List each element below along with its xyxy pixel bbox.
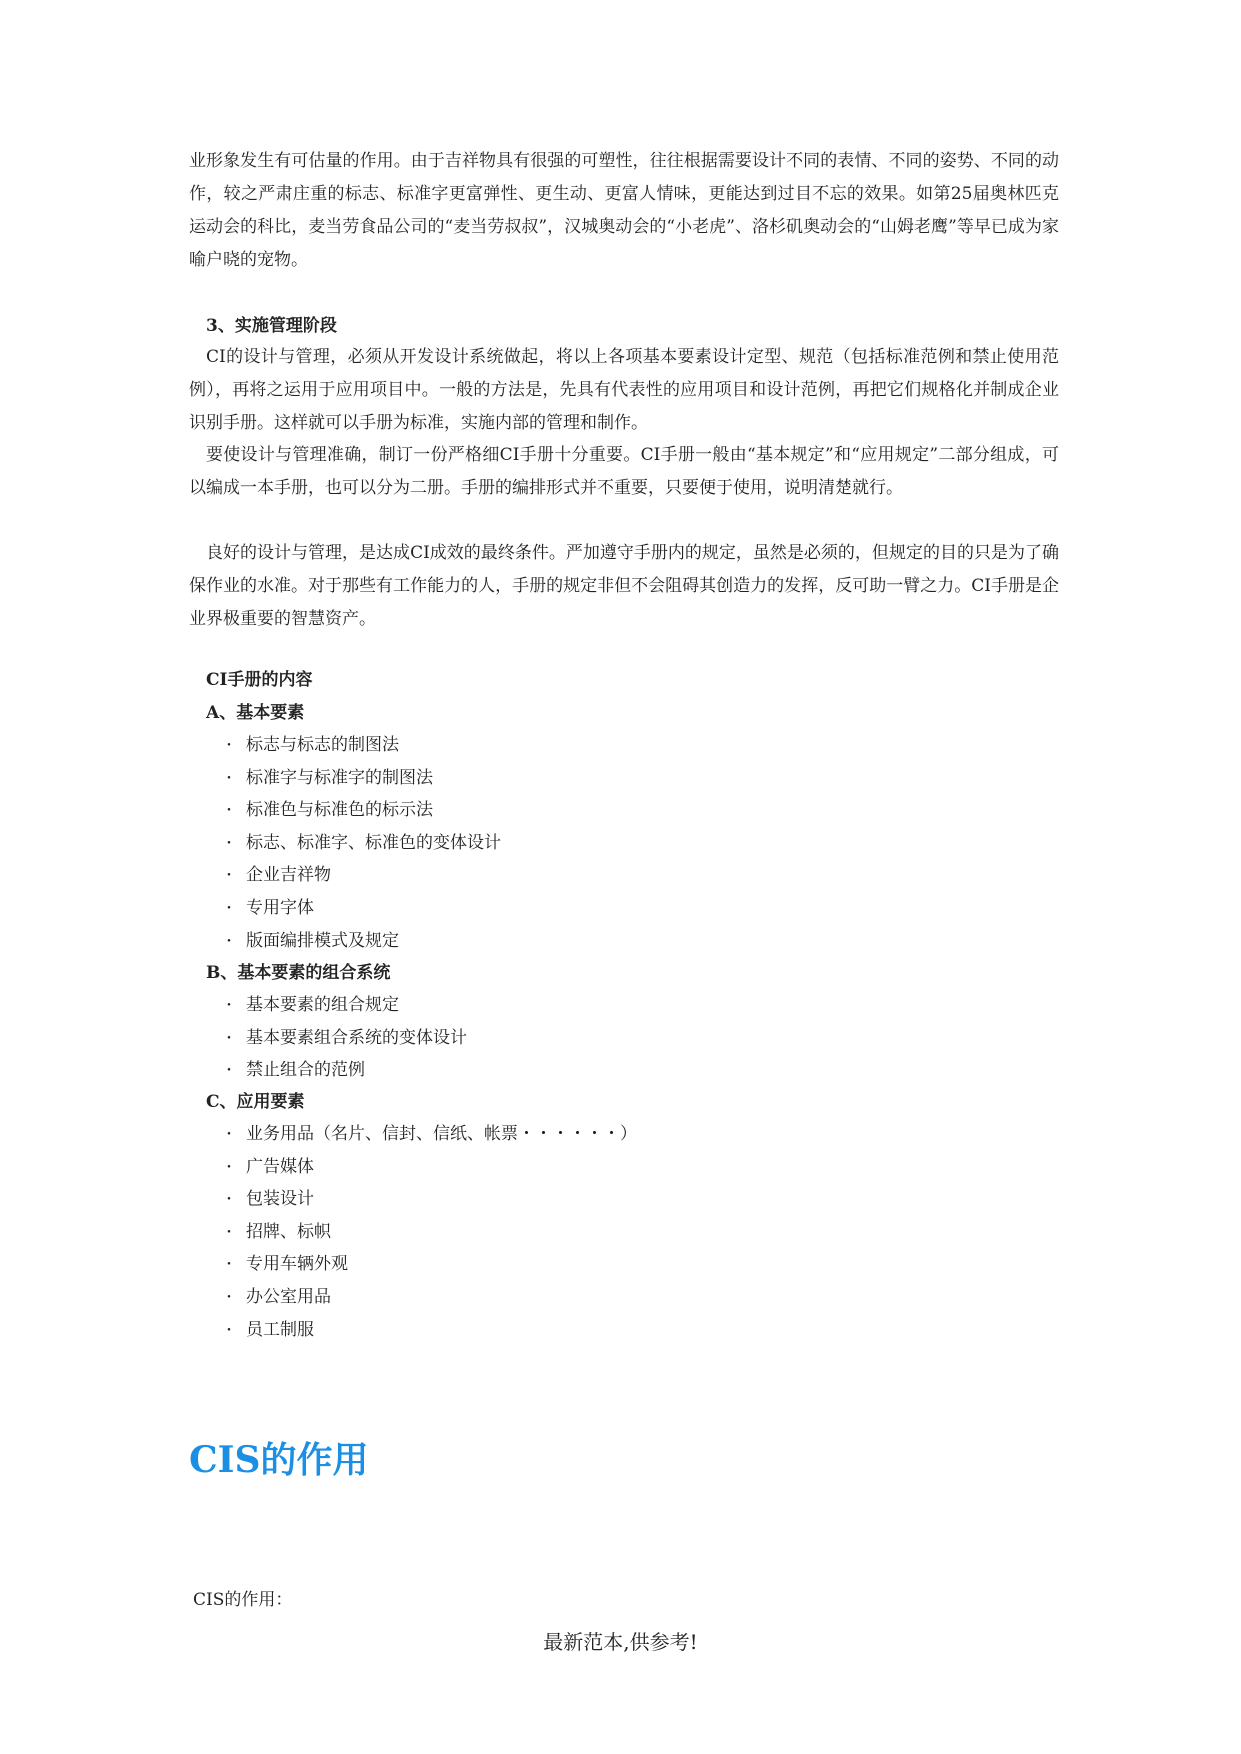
- list-item: ・ 业务用品（名片、信封、信纸、帐票・・・・・・）: [222, 1118, 637, 1151]
- list-item: ・ 办公室用品: [222, 1281, 637, 1314]
- list-item: ・ 员工制服: [222, 1314, 637, 1347]
- bullet-icon: ・: [222, 1257, 236, 1274]
- list-item: ・ 包装设计: [222, 1183, 637, 1216]
- section-3-paragraph-1: CI的设计与管理，必须从开发设计系统做起，将以上各项基本要素设计定型、规范（包括标准范例和禁止使用范例），再将之运用于应用项目中。一般的方法是，先具有代表性的应用项目和设计范例，再把它们规格化并制成企业识别手册。这样就可以手册为标准，实施内部的管理和制作。: [189, 347, 1059, 433]
- list-item: ・ 标志、标准字、标准色的变体设计: [222, 827, 501, 860]
- group-a-title: A、基本要素: [206, 703, 305, 723]
- group-c-list: [222, 1118, 637, 1346]
- bullet-icon: ・: [222, 1322, 236, 1339]
- list-item: ・ 基本要素组合系统的变体设计: [222, 1022, 467, 1055]
- bullet-icon: ・: [222, 738, 236, 754]
- list-item: ・ 企业吉祥物: [222, 859, 501, 892]
- page-footer: 最新范本,供参考!: [543, 1630, 698, 1654]
- bullet-icon: ・: [222, 900, 236, 917]
- bullet-icon: ・: [222, 1224, 236, 1241]
- list-item: ・ 版面编排模式及规定: [222, 925, 501, 958]
- bullet-icon: ・: [222, 1030, 236, 1047]
- bullet-icon: ・: [222, 868, 236, 885]
- bullet-icon: ・: [222, 1159, 236, 1176]
- bullet-icon: ・: [222, 933, 236, 950]
- bullet-icon: ・: [222, 998, 236, 1014]
- manual-heading: CI手册的内容: [206, 670, 313, 690]
- bullet-icon: ・: [222, 1127, 236, 1143]
- bullet-icon: ・: [222, 1192, 236, 1209]
- list-item: ・ 基本要素的组合规定: [222, 989, 467, 1022]
- section-3-paragraph-3: 良好的设计与管理，是达成CI成效的最终条件。严加遵守手册内的规定，虽然是必须的，但规定的目的只是为了确保作业的水准。对于那些有工作能力的人，手册的规定非但不会阻碍其创造力的发挥，反可助一臂之力。CI手册是企业界极重要的智慧资产。: [189, 543, 1059, 629]
- bullet-icon: ・: [222, 770, 236, 787]
- section-3-heading: 3、实施管理阶段: [206, 316, 337, 336]
- section-3-paragraph-2: 要使设计与管理准确，制订一份严格细CI手册十分重要。CI手册一般由“基本规定”和“应用规定”二部分组成，可以编成一本手册，也可以分为二册。手册的编排形式并不重要，只要便于使用，说明清楚就行。: [189, 445, 1059, 498]
- bullet-icon: ・: [222, 1289, 236, 1306]
- group-b-list: [222, 989, 467, 1087]
- list-item: ・ 标准字与标准字的制图法: [222, 762, 501, 795]
- list-item: ・ 标志与标志的制图法: [222, 729, 501, 762]
- list-item: ・ 招牌、标帜: [222, 1216, 637, 1249]
- bullet-icon: ・: [222, 835, 236, 852]
- list-item: ・ 标准色与标准色的标示法: [222, 794, 501, 827]
- list-item: ・ 专用字体: [222, 892, 501, 925]
- cis-label: CIS的作用：: [193, 1590, 293, 1610]
- list-item: ・ 广告媒体: [222, 1151, 637, 1184]
- group-a-list: [222, 729, 501, 957]
- bullet-icon: ・: [222, 803, 236, 820]
- list-item: ・ 禁止组合的范例: [222, 1054, 467, 1087]
- list-item: ・ 专用车辆外观: [222, 1248, 637, 1281]
- group-b-title: B、基本要素的组合系统: [206, 963, 391, 983]
- intro-paragraph: 业形象发生有可估量的作用。由于吉祥物具有很强的可塑性，往往根据需要设计不同的表情、不同的姿势、不同的动作，较之严肃庄重的标志、标准字更富弹性、更生动、更富人情味，更能达到过目不忘的效果。如第25届奥林匹克运动会的科比，麦当劳食品公司的“麦当劳叔叔”，汉城奥动会的“小老虎”、洛杉矶奥动会的“山姆老鹰”等早已成为家喻户晓的宠物。: [189, 151, 1059, 270]
- cis-section-title: CIS的作用: [189, 1439, 369, 1481]
- group-c-title: C、应用要素: [206, 1092, 305, 1112]
- bullet-icon: ・: [222, 1063, 236, 1080]
